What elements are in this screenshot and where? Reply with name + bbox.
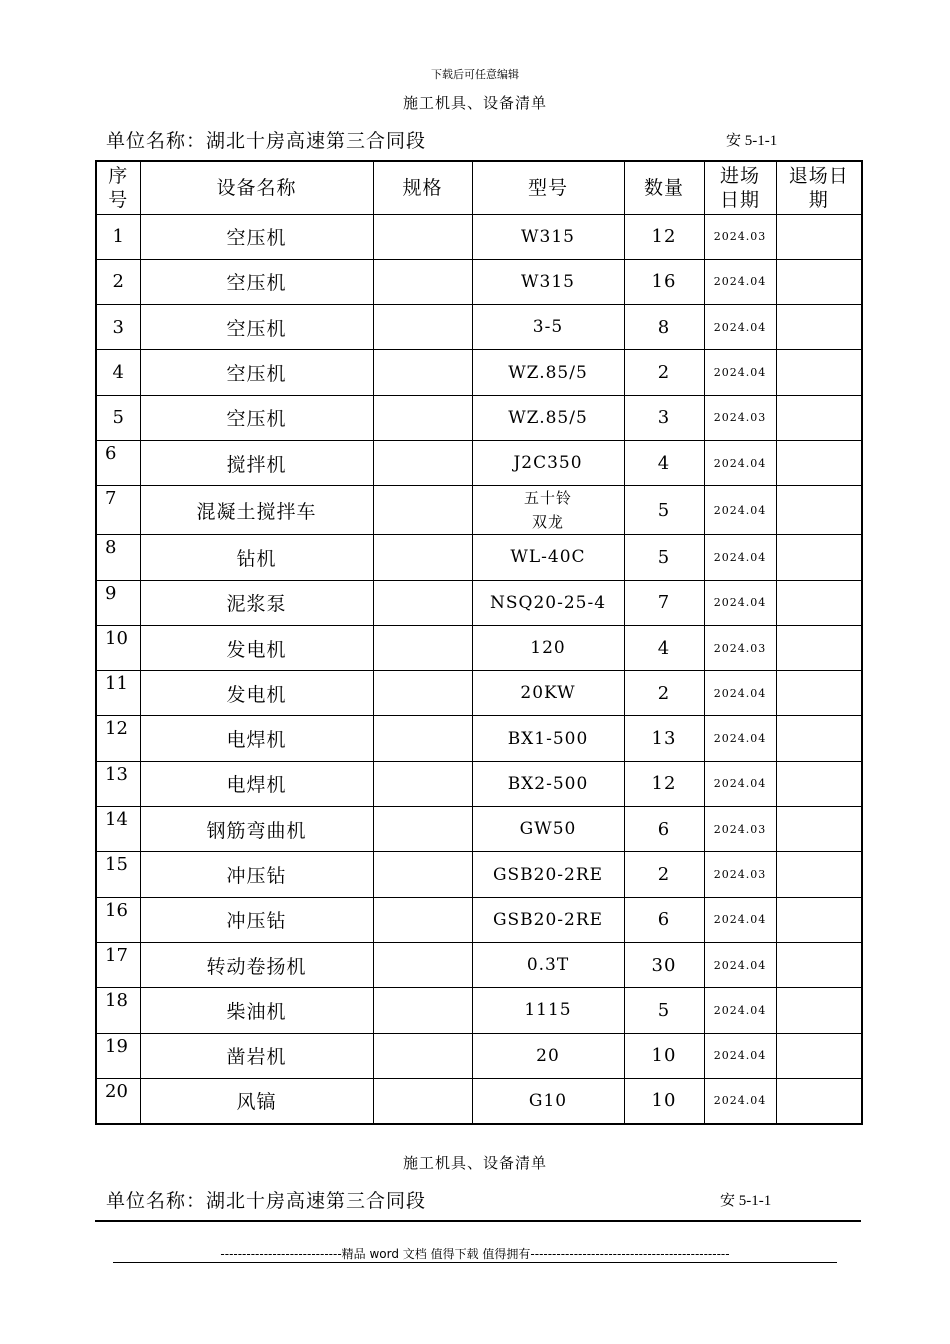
- row-seq: 17: [96, 942, 140, 987]
- row-entry-date: 2024.04: [704, 942, 776, 987]
- row-seq: 16: [96, 897, 140, 942]
- row-seq: 3: [96, 305, 140, 350]
- table-row: [96, 214, 862, 259]
- header-entry-date: 进场 日期: [704, 161, 776, 214]
- row-spec: [373, 852, 472, 897]
- row-model: WZ.85/5: [472, 350, 624, 395]
- row-device-name: 空压机: [140, 259, 373, 304]
- row-spec: [373, 580, 472, 625]
- footer-text: ----------------------------精品 word 文档 值得下载 值得拥有----------------------------------------------: [220, 1247, 730, 1261]
- row-device-name: 钻机: [140, 535, 373, 580]
- row-entry-date: 2024.04: [704, 988, 776, 1033]
- row-spec: [373, 440, 472, 485]
- row-spec: [373, 625, 472, 670]
- continuation-unit-name: 单位名称：湖北十房高速第三合同段: [106, 1190, 427, 1212]
- table-row: [96, 852, 862, 897]
- header-quantity: 数量: [624, 161, 704, 214]
- row-exit-date: [776, 807, 862, 852]
- row-entry-date: 2024.04: [704, 305, 776, 350]
- table-row: [96, 942, 862, 987]
- row-spec: [373, 259, 472, 304]
- row-model: 0.3T: [472, 942, 624, 987]
- row-exit-date: [776, 350, 862, 395]
- row-exit-date: [776, 580, 862, 625]
- row-device-name: 发电机: [140, 671, 373, 716]
- row-spec: [373, 761, 472, 806]
- row-quantity: 4: [624, 440, 704, 485]
- row-spec: [373, 486, 472, 535]
- row-quantity: 8: [624, 305, 704, 350]
- row-spec: [373, 214, 472, 259]
- row-model: [472, 486, 624, 535]
- row-model: W315: [472, 214, 624, 259]
- row-spec: [373, 305, 472, 350]
- row-exit-date: [776, 440, 862, 485]
- unit-name: 单位名称：湖北十房高速第三合同段: [106, 130, 427, 152]
- table-row: [96, 395, 862, 440]
- row-spec: [373, 1033, 472, 1078]
- row-seq: 7: [96, 486, 140, 535]
- row-exit-date: [776, 305, 862, 350]
- table-row: [96, 580, 862, 625]
- row-spec: [373, 535, 472, 580]
- table-header-row: [96, 161, 862, 214]
- row-device-name: 发电机: [140, 625, 373, 670]
- table-row: [96, 716, 862, 761]
- row-spec: [373, 350, 472, 395]
- row-seq: 15: [96, 852, 140, 897]
- row-model: BX1-500: [472, 716, 624, 761]
- row-quantity: 12: [624, 761, 704, 806]
- table-row: [96, 305, 862, 350]
- header-model: 型号: [472, 161, 624, 214]
- row-device-name: 冲压钻: [140, 852, 373, 897]
- row-spec: [373, 716, 472, 761]
- table-row: [96, 807, 862, 852]
- row-quantity: 12: [624, 214, 704, 259]
- row-device-name: 电焊机: [140, 761, 373, 806]
- header-device-name: 设备名称: [140, 161, 373, 214]
- row-exit-date: [776, 852, 862, 897]
- row-entry-date: 2024.04: [704, 1078, 776, 1123]
- row-seq: 11: [96, 671, 140, 716]
- table-row: [96, 761, 862, 806]
- row-quantity: 16: [624, 259, 704, 304]
- row-entry-date: 2024.04: [704, 535, 776, 580]
- row-exit-date: [776, 486, 862, 535]
- row-quantity: 10: [624, 1033, 704, 1078]
- row-quantity: 30: [624, 942, 704, 987]
- row-device-name: 空压机: [140, 395, 373, 440]
- row-exit-date: [776, 1033, 862, 1078]
- row-seq: 2: [96, 259, 140, 304]
- row-seq: 5: [96, 395, 140, 440]
- row-quantity: 2: [624, 350, 704, 395]
- row-device-name: 冲压钻: [140, 897, 373, 942]
- footer-rule: [113, 1262, 837, 1263]
- row-model: GW50: [472, 807, 624, 852]
- row-device-name: 凿岩机: [140, 1033, 373, 1078]
- row-entry-date: 2024.03: [704, 807, 776, 852]
- row-spec: [373, 942, 472, 987]
- row-quantity: 10: [624, 1078, 704, 1123]
- row-entry-date: 2024.04: [704, 486, 776, 535]
- row-seq: 9: [96, 580, 140, 625]
- row-spec: [373, 1078, 472, 1123]
- row-seq: 12: [96, 716, 140, 761]
- row-device-name: 转动卷扬机: [140, 942, 373, 987]
- row-quantity: 5: [624, 988, 704, 1033]
- row-seq: 1: [96, 214, 140, 259]
- table-row: [96, 897, 862, 942]
- table-row: [96, 486, 862, 535]
- table-row: [96, 1078, 862, 1123]
- row-seq: 18: [96, 988, 140, 1033]
- row-quantity: 4: [624, 625, 704, 670]
- table-row: [96, 350, 862, 395]
- row-entry-date: 2024.04: [704, 897, 776, 942]
- table-row: [96, 1033, 862, 1078]
- row-entry-date: 2024.03: [704, 852, 776, 897]
- row-entry-date: 2024.03: [704, 214, 776, 259]
- row-model: G10: [472, 1078, 624, 1123]
- row-exit-date: [776, 535, 862, 580]
- row-entry-date: 2024.04: [704, 350, 776, 395]
- row-seq: 13: [96, 761, 140, 806]
- model-line: 五十铃: [523, 489, 572, 508]
- row-exit-date: [776, 625, 862, 670]
- row-exit-date: [776, 942, 862, 987]
- row-device-name: 风镐: [140, 1078, 373, 1123]
- row-entry-date: 2024.03: [704, 625, 776, 670]
- row-model: 120: [472, 625, 624, 670]
- row-seq: 6: [96, 440, 140, 485]
- row-device-name: 搅拌机: [140, 440, 373, 485]
- row-seq: 8: [96, 535, 140, 580]
- row-seq: 10: [96, 625, 140, 670]
- row-device-name: 混凝土搅拌车: [140, 486, 373, 535]
- row-entry-date: 2024.04: [704, 761, 776, 806]
- row-model: 3-5: [472, 305, 624, 350]
- row-spec: [373, 671, 472, 716]
- row-quantity: 6: [624, 807, 704, 852]
- row-model: GSB20-2RE: [472, 852, 624, 897]
- table-row: [96, 671, 862, 716]
- row-spec: [373, 395, 472, 440]
- row-exit-date: [776, 259, 862, 304]
- row-quantity: 6: [624, 897, 704, 942]
- row-device-name: 柴油机: [140, 988, 373, 1033]
- continuation-form-code: 安 5-1-1: [720, 1193, 772, 1209]
- row-exit-date: [776, 761, 862, 806]
- row-seq: 4: [96, 350, 140, 395]
- row-exit-date: [776, 1078, 862, 1123]
- row-device-name: 空压机: [140, 214, 373, 259]
- row-seq: 19: [96, 1033, 140, 1078]
- row-exit-date: [776, 214, 862, 259]
- document-title: 施工机具、设备清单: [402, 94, 547, 112]
- row-entry-date: 2024.03: [704, 395, 776, 440]
- model-line: 双龙: [531, 513, 564, 532]
- header-seq: 序 号: [96, 161, 140, 214]
- header-spec: 规格: [373, 161, 472, 214]
- table-row: [96, 988, 862, 1033]
- row-device-name: 空压机: [140, 305, 373, 350]
- row-entry-date: 2024.04: [704, 259, 776, 304]
- row-quantity: 3: [624, 395, 704, 440]
- header-exit-date: 退场日 期: [776, 161, 862, 214]
- row-exit-date: [776, 395, 862, 440]
- row-model: NSQ20-25-4: [472, 580, 624, 625]
- row-quantity: 7: [624, 580, 704, 625]
- row-entry-date: 2024.04: [704, 580, 776, 625]
- row-exit-date: [776, 897, 862, 942]
- row-model: 1115: [472, 988, 624, 1033]
- continuation-title: 施工机具、设备清单: [402, 1154, 547, 1172]
- row-quantity: 13: [624, 716, 704, 761]
- row-exit-date: [776, 671, 862, 716]
- row-model: 20: [472, 1033, 624, 1078]
- row-exit-date: [776, 988, 862, 1033]
- table-row: [96, 259, 862, 304]
- row-quantity: 5: [624, 535, 704, 580]
- equipment-table: [95, 160, 863, 1125]
- row-quantity: 5: [624, 486, 704, 535]
- row-device-name: 电焊机: [140, 716, 373, 761]
- row-entry-date: 2024.04: [704, 671, 776, 716]
- row-spec: [373, 988, 472, 1033]
- row-model: W315: [472, 259, 624, 304]
- row-device-name: 空压机: [140, 350, 373, 395]
- row-spec: [373, 807, 472, 852]
- table-row: [96, 625, 862, 670]
- row-quantity: 2: [624, 852, 704, 897]
- continuation-rule: [95, 1220, 861, 1222]
- row-model: GSB20-2RE: [472, 897, 624, 942]
- form-code: 安 5-1-1: [726, 133, 778, 149]
- row-seq: 20: [96, 1078, 140, 1123]
- row-spec: [373, 897, 472, 942]
- row-model: 20KW: [472, 671, 624, 716]
- row-device-name: 钢筋弯曲机: [140, 807, 373, 852]
- row-seq: 14: [96, 807, 140, 852]
- row-exit-date: [776, 716, 862, 761]
- row-entry-date: 2024.04: [704, 440, 776, 485]
- row-model: BX2-500: [472, 761, 624, 806]
- table-row: [96, 535, 862, 580]
- table-row: [96, 440, 862, 485]
- row-model: WL-40C: [472, 535, 624, 580]
- row-model: J2C350: [472, 440, 624, 485]
- row-entry-date: 2024.04: [704, 1033, 776, 1078]
- download-note: 下载后可任意编辑: [431, 68, 519, 81]
- row-quantity: 2: [624, 671, 704, 716]
- row-device-name: 泥浆泵: [140, 580, 373, 625]
- row-model: WZ.85/5: [472, 395, 624, 440]
- row-entry-date: 2024.04: [704, 716, 776, 761]
